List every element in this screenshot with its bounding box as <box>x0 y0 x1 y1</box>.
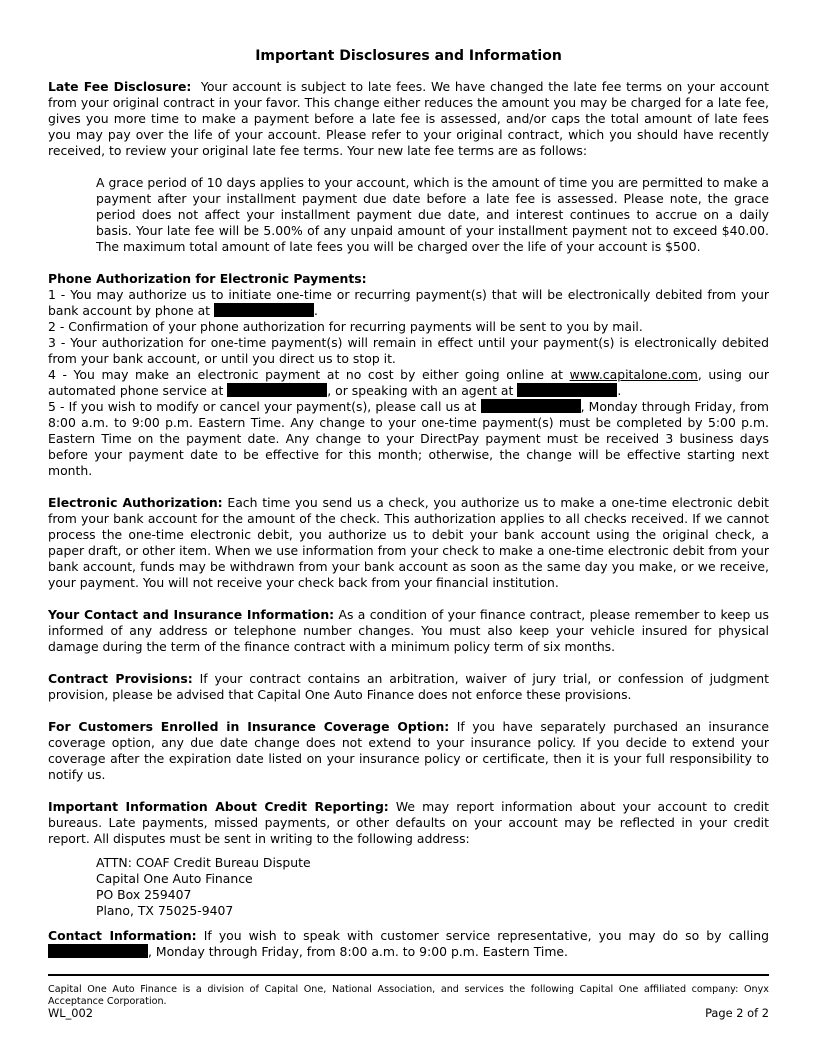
page-number: Page 2 of 2 <box>705 1006 769 1020</box>
late-fee-disclosure <box>48 79 769 159</box>
page-title: Important Disclosures and Information <box>255 48 562 64</box>
electronic-auth-heading: Electronic Authorization: <box>48 495 223 510</box>
late-fee-heading: Late Fee Disclosure: <box>48 79 192 94</box>
redacted-phone <box>517 383 617 397</box>
contact-insurance-heading: Your Contact and Insurance Information: <box>48 607 335 622</box>
redacted-phone <box>481 399 581 413</box>
phone-authorization-section <box>48 271 769 479</box>
phone-auth-item-2: 2 - Confirmation of your phone authorization for recurring payments will be sent to you by mail. <box>48 319 643 334</box>
address-line: Capital One Auto Finance <box>96 871 253 886</box>
page-footer <box>48 1006 769 1020</box>
form-id: WL_002 <box>48 1006 94 1020</box>
late-fee-terms: A grace period of 10 days applies to your account, which is the amount of time you are permitted to make a payment after your installment payment due date before a late fee is assessed. Please note, the grace period does not affect your installment payment due date, and interest continues to accrue on a daily basis. Your late fee will be 5.00% of any unpaid amount of your installment payment not to exceed $40.00. The maximum total amount of late fees you will be charged over the life of your account is $500. <box>96 175 769 254</box>
redacted-phone <box>48 944 148 958</box>
contract-provisions: Contract Provisions: If your contract contains an arbitration, waiver of jury trial, or confession of judgment provision, please be advised that Capital One Auto Finance does not enforce these provisions. <box>48 671 769 702</box>
address-line: PO Box 259407 <box>96 887 192 902</box>
phone-auth-item-1: 1 - You may authorize us to initiate one-time or recurring payment(s) that will be electronically debited from your bank account by phone at . <box>48 287 769 318</box>
contact-information: Contact Information: If you wish to speak with customer service representative, you may do so by calling , Monday through Friday, from 8:00 a.m. to 9:00 p.m. Eastern Time. <box>48 928 769 959</box>
footnote: Capital One Auto Finance is a division of Capital One, National Association, and services the following Capital One affiliated company: Onyx Acceptance Corporation. <box>48 984 769 1007</box>
address-line: ATTN: COAF Credit Bureau Dispute <box>96 855 311 870</box>
contract-provisions-heading: Contract Provisions: <box>48 671 193 686</box>
credit-reporting-heading: Important Information About Credit Reporting: <box>48 799 389 814</box>
redacted-phone <box>214 303 314 317</box>
late-fee-body: Your account is subject to late fees. We have changed the late fee terms on your account from your original contract in your favor. This change either reduces the amount you may be charged for a late fee, gives you more time to make a payment before a late fee is assessed, and/or caps the total amount of late fees you may pay over the life of your account. Please refer to your original contract, which you should have recently received, to review your original late fee terms. Your new late fee terms are as follows: <box>48 79 769 158</box>
credit-reporting: Important Information About Credit Reporting: We may report information about your account to credit bureaus. Late payments, missed payments, or other defaults on your account may be reflected in your credit report. All disputes must be sent in writing to the following address: <box>48 799 769 846</box>
insurance-option-heading: For Customers Enrolled in Insurance Coverage Option: <box>48 719 450 734</box>
insurance-coverage-option: For Customers Enrolled in Insurance Coverage Option: If you have separately purchased an insurance coverage option, any due date change does not extend to your insurance policy. If you decide to extend your coverage after the expiration date listed on your insurance policy or certificate, then it is your full responsibility to notify us. <box>48 719 769 782</box>
dispute-address <box>96 855 769 919</box>
redacted-phone <box>227 383 327 397</box>
electronic-authorization: Electronic Authorization: Each time you send us a check, you authorize us to make a one-time electronic debit from your bank account for the amount of the check. This authorization applies to all checks received. If we cannot process the one-time electronic debit, you authorize us to debit your bank account using the original check, a paper draft, or other item. When we use information from your check to make a one-time electronic debit from your bank account, funds may be withdrawn from your bank account as soon as the same day you make, or we receive, your payment. You will not receive your check back from your financial institution. <box>48 495 769 590</box>
phone-auth-item-4: 4 - You may make an electronic payment at no cost by either going online at www.capitalone.com, using our automated phone service at , or speaking with an agent at . <box>48 367 769 398</box>
phone-auth-heading: Phone Authorization for Electronic Payments: <box>48 271 367 286</box>
footer-divider <box>48 974 769 976</box>
contact-insurance-info: Your Contact and Insurance Information: As a condition of your finance contract, please remember to keep us informed of any address or telephone number changes. You must also keep your vehicle insured for physical damage during the term of the finance contract with a minimum policy term of six months. <box>48 607 769 654</box>
address-line: Plano, TX 75025-9407 <box>96 903 234 918</box>
document-page <box>48 47 769 1008</box>
contact-heading: Contact Information: <box>48 928 197 943</box>
phone-auth-item-5: 5 - If you wish to modify or cancel your payment(s), please call us at , Monday through Friday, from 8:00 a.m. to 9:00 p.m. Eastern Time. Any change to your one-time payment(s) must be completed by 5:00 p.m. Eastern Time on the payment date. Any change to your DirectPay payment must be received 3 business days before your payment date to be effective for this month; otherwise, the change will be effective starting next month. <box>48 399 769 478</box>
phone-auth-item-3: 3 - Your authorization for one-time payment(s) will remain in effect until your payment(s) is electronically debited from your bank account, or until you direct us to stop it. <box>48 335 769 366</box>
capitalone-link[interactable]: www.capitalone.com <box>569 367 698 382</box>
